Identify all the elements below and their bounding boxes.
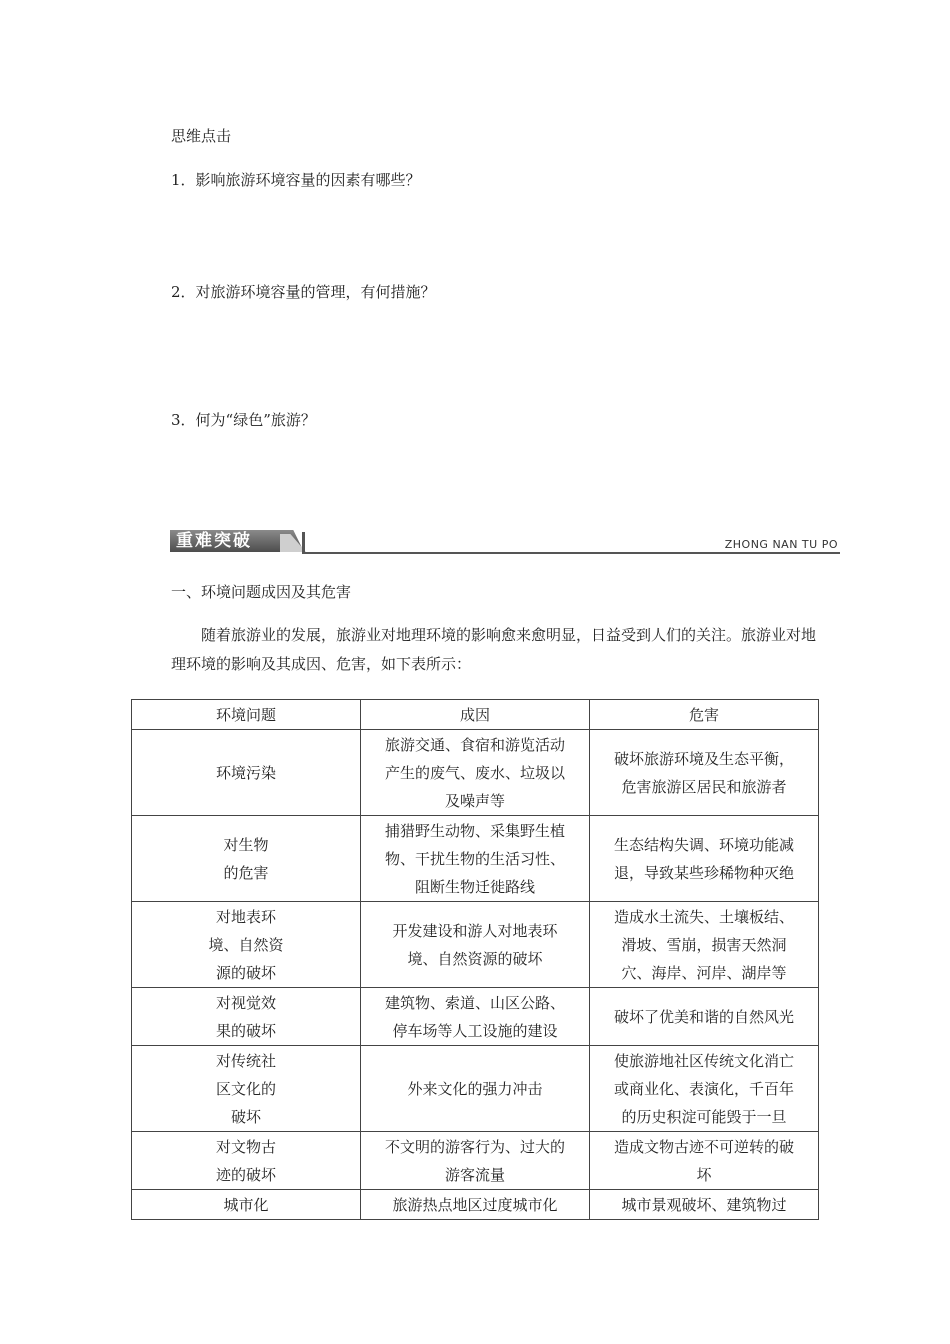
cell-line: 迹的破坏: [215, 1165, 276, 1184]
banner-rule: [304, 552, 840, 554]
cell-line: 游客流量: [444, 1165, 505, 1184]
harm-cell: [590, 988, 819, 1046]
cell-line: 或商业化、表演化，千百年: [613, 1079, 794, 1098]
question-1: 1．影响旅游环境容量的因素有哪些？: [171, 171, 421, 189]
cause-cell: [361, 1190, 590, 1220]
cell-line: 使旅游地社区传统文化消亡: [613, 1051, 794, 1070]
cell-line: 对地表环: [215, 907, 276, 926]
cell-line: 危害旅游区居民和旅游者: [621, 777, 787, 796]
cell-line: 穴、海岸、河岸、湖岸等: [621, 963, 787, 982]
header-cell: 成因: [361, 700, 590, 730]
table-row: [132, 730, 819, 816]
cell-line: 外来文化的强力冲击: [407, 1079, 543, 1098]
banner-label: 重难突破: [176, 531, 252, 551]
table-row: [132, 1132, 819, 1190]
section-banner: [170, 530, 840, 556]
cell-line: 停车场等人工设施的建设: [392, 1021, 558, 1040]
cell-line: 的历史积淀可能毁于一旦: [621, 1107, 787, 1126]
cell-line: 对视觉效: [215, 993, 276, 1012]
cell-line: 果的破坏: [215, 1021, 276, 1040]
cell-line: 对传统社: [215, 1051, 276, 1070]
cell-line: 生态结构失调、环境功能减: [613, 835, 794, 854]
header-cell: 环境问题: [132, 700, 361, 730]
table-row: [132, 816, 819, 902]
cause-cell: [361, 1132, 590, 1190]
issue-cell: [132, 902, 361, 988]
harm-cell: [590, 1046, 819, 1132]
cell-line: 源的破坏: [215, 963, 276, 982]
cell-line: 对生物: [223, 835, 269, 854]
cause-cell: [361, 730, 590, 816]
harm-cell: [590, 1190, 819, 1220]
cell-line: 及噪声等: [444, 791, 505, 810]
harm-cell: [590, 902, 819, 988]
banner-divider: [302, 532, 305, 554]
cause-cell: [361, 816, 590, 902]
banner-pinyin: ZHONG NAN TU PO: [724, 538, 838, 551]
harm-cell: [590, 816, 819, 902]
table-row: [132, 988, 819, 1046]
cell-line: 退，导致某些珍稀物种灭绝: [613, 863, 794, 882]
cell-line: 破坏了优美和谐的自然风光: [613, 1007, 794, 1026]
cell-line: 旅游热点地区过度城市化: [392, 1195, 558, 1214]
cell-line: 造成文物古迹不可逆转的破: [613, 1137, 794, 1156]
cell-line: 不文明的游客行为、过大的: [384, 1137, 565, 1156]
cell-line: 对文物古: [215, 1137, 276, 1156]
harm-cell: [590, 1132, 819, 1190]
section-title: 一、环境问题成因及其危害: [171, 583, 352, 601]
cell-line: 城市化: [223, 1195, 269, 1214]
issue-cell: [132, 730, 361, 816]
harm-cell: [590, 730, 819, 816]
issue-cell: [132, 1132, 361, 1190]
cause-cell: [361, 902, 590, 988]
question-3: 3．何为“绿色”旅游？: [171, 411, 316, 429]
cell-line: 捕猎野生动物、采集野生植: [384, 821, 565, 840]
cell-line: 建筑物、索道、山区公路、: [384, 993, 565, 1012]
intro-paragraph: 随着旅游业的发展，旅游业对地理环境的影响愈来愈明显，日益受到人们的关注。旅游业对地理环境的影响及其成因、危害，如下表所示：: [171, 626, 817, 673]
cell-line: 开发建设和游人对地表环: [392, 921, 558, 940]
table-row: [132, 1046, 819, 1132]
cell-line: 的危害: [223, 863, 269, 882]
cell-line: 城市景观破坏、建筑物过: [621, 1195, 787, 1214]
impact-table: [131, 699, 819, 1220]
table-header-row: [132, 700, 819, 730]
table-row: [132, 1190, 819, 1220]
issue-cell: [132, 1190, 361, 1220]
issue-cell: [132, 988, 361, 1046]
cell-line: 环境污染: [215, 763, 276, 782]
cell-line: 滑坡、雪崩，损害天然洞: [621, 935, 787, 954]
cell-line: 物、干扰生物的生活习性、: [384, 849, 565, 868]
cause-cell: [361, 988, 590, 1046]
cause-cell: [361, 1046, 590, 1132]
header-cell: 危害: [590, 700, 819, 730]
table-row: [132, 902, 819, 988]
cell-line: 破坏: [230, 1107, 261, 1126]
cell-line: 破坏旅游环境及生态平衡，: [613, 749, 794, 768]
cell-line: 区文化的: [215, 1079, 276, 1098]
cell-line: 坏: [696, 1165, 712, 1184]
question-2: 2．对旅游环境容量的管理，有何措施？: [171, 283, 436, 301]
cell-line: 旅游交通、食宿和游览活动: [384, 735, 565, 754]
issue-cell: [132, 1046, 361, 1132]
cell-line: 产生的废气、废水、垃圾以: [384, 763, 565, 782]
cell-line: 造成水土流失、土壤板结、: [613, 907, 794, 926]
section-heading-thinking: 思维点击: [171, 127, 232, 145]
issue-cell: [132, 816, 361, 902]
cell-line: 阻断生物迁徙路线: [414, 877, 535, 896]
cell-line: 境、自然资: [208, 935, 284, 954]
cell-line: 境、自然资源的破坏: [407, 949, 543, 968]
